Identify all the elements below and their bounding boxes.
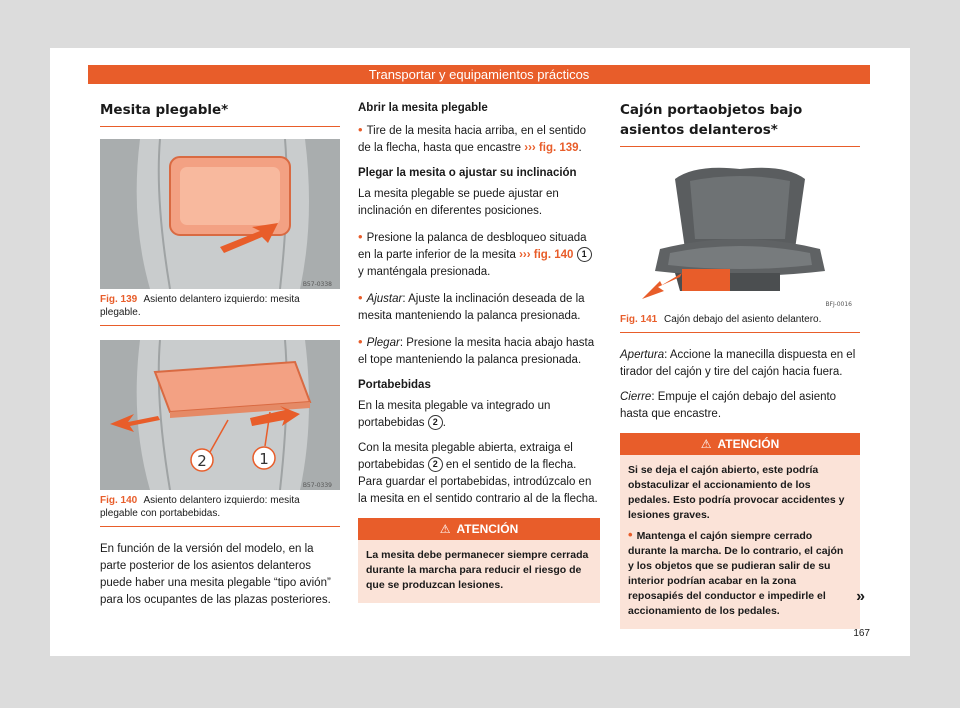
b1-tail: y manténgala presionada. — [358, 266, 491, 278]
column-3 — [620, 100, 860, 629]
section-title-cajon: Cajón portaobjetos bajo asientos delanteros* — [620, 100, 860, 147]
bullet-dot-icon: • — [358, 290, 363, 305]
b2-lead: Ajustar — [366, 293, 403, 305]
apertura-paragraph — [620, 347, 860, 381]
warning-bullet — [628, 527, 852, 619]
bullet-dot-icon: • — [358, 229, 363, 244]
figure-140-number: Fig. 140 — [100, 495, 138, 506]
warning-body — [620, 455, 860, 629]
plegar-intro: La mesita plegable se puede ajustar en inclinación en diferentes posiciones. — [358, 188, 559, 217]
figure-139-caption — [100, 289, 340, 325]
seat-back-table-illustration — [100, 139, 340, 289]
bullet-plegar — [358, 333, 600, 369]
callout-ref-2: 2 — [428, 415, 443, 430]
warning-title: ATENCIÓN — [717, 437, 780, 451]
b3-text: : Presione la mesita hacia abajo hasta el tope manteniendo la palanca presionada. — [358, 337, 595, 366]
callout-2: 2 — [197, 452, 207, 470]
figure-141-number: Fig. 141 — [620, 314, 658, 325]
table-cupholder-illustration — [100, 340, 340, 490]
porta2-a: Con la mesita plegable abierta, extraiga el portabebidas — [358, 442, 573, 471]
warning-title: ATENCIÓN — [456, 522, 519, 536]
chapter-header: Transportar y equipamientos prácticos — [88, 65, 870, 84]
heading-portabebidas: Portabebidas — [358, 379, 431, 391]
fig-139-link[interactable]: ››› fig. 139 — [524, 142, 579, 154]
figure-140-code: B57-0339 — [302, 482, 332, 489]
intro-paragraph: En función de la versión del modelo, en la parte posterior de los asientos delanteros puede haber una mesita plegable “tipo avión” para los ocupantes de las plazas posteriores. — [100, 543, 331, 606]
porta-paragraph-1: En la mesita plegable va integrado un portabebidas 2 . — [358, 400, 551, 429]
warning-triangle-icon: ⚠ — [700, 437, 712, 451]
bullet-presione — [358, 228, 600, 281]
figure-140-caption — [100, 490, 340, 526]
continue-arrow: » — [856, 588, 865, 605]
page-number: 167 — [853, 628, 870, 639]
figure-139-image — [100, 139, 340, 289]
figure-141 — [620, 159, 860, 333]
warning-box-mesita — [358, 518, 600, 603]
manual-page — [50, 48, 910, 656]
b1-text: Presione la palanca de desbloqueo situada en la parte inferior de la mesita — [358, 232, 587, 261]
warning-triangle-icon: ⚠ — [439, 522, 451, 536]
bullet-dot-icon: • — [628, 527, 633, 542]
warning-header — [358, 518, 600, 540]
callout-ref-1: 1 — [577, 247, 592, 262]
warning-header — [620, 433, 860, 455]
cierre-paragraph — [620, 389, 860, 423]
cierre-lead: Cierre — [620, 391, 652, 403]
figure-139-code: B57-0338 — [302, 281, 332, 288]
heading-abrir: Abrir la mesita plegable — [358, 102, 488, 114]
warning-paragraph: Si se deja el cajón abierto, este podría obstaculizar el accionamiento de los pedales. Esto podría provocar accidentes y lesiones graves. — [628, 464, 845, 521]
figure-140-caption-text: Asiento delantero izquierdo: mesita plegable con portabebidas. — [100, 495, 300, 519]
bullet-dot-icon: • — [358, 334, 363, 349]
figure-139-caption-text: Asiento delantero izquierdo: mesita plegable. — [100, 294, 300, 318]
figure-141-code: BFJ-0016 — [825, 301, 852, 308]
heading-plegar: Plegar la mesita o ajustar su inclinación — [358, 167, 577, 179]
figure-140 — [100, 340, 340, 527]
callout-1: 1 — [259, 450, 269, 468]
section-title-mesita: Mesita plegable* — [100, 100, 340, 127]
bullet-abrir: • Tire de la mesita hacia arriba, en el sentido de la flecha, hasta que encastre ››› fig. 139. — [358, 122, 587, 154]
apertura-text: : Accione la manecilla dispuesta en el tirador del cajón y tire del cajón hacia fuera. — [620, 349, 856, 378]
figure-139-number: Fig. 139 — [100, 294, 138, 305]
porta1-text: En la mesita plegable va integrado un portabebidas — [358, 400, 551, 429]
figure-141-caption-text: Cajón debajo del asiento delantero. — [664, 314, 822, 325]
seat-drawer-illustration — [620, 159, 860, 309]
callout-ref-2b: 2 — [428, 457, 443, 472]
column-2 — [358, 100, 600, 603]
figure-141-caption — [620, 309, 860, 332]
fig-140-link[interactable]: ››› fig. 140 — [519, 249, 574, 261]
porta2-b: en el sentido de la flecha. Para guardar el portabebidas, introdúzcalo en la mesita en el sentido contrario al de la flecha. — [358, 459, 598, 505]
bullet-dot-icon: • — [358, 122, 363, 137]
abrir-text: Tire de la mesita hacia arriba, en el sentido de la flecha, hasta que encastre — [358, 125, 587, 154]
column-1 — [100, 100, 340, 617]
porta-paragraph-2 — [358, 440, 600, 508]
b2-text: : Ajuste la inclinación deseada de la mesita manteniendo la palanca presionada. — [358, 293, 585, 322]
b3-lead: Plegar — [366, 337, 400, 349]
cierre-text: : Empuje el cajón debajo del asiento hasta que encastre. — [620, 391, 837, 420]
warning-text: La mesita debe permanecer siempre cerrada durante la marcha para reducir el riesgo de que se produzcan lesiones. — [366, 549, 589, 591]
figure-139 — [100, 139, 340, 326]
figure-141-image — [620, 159, 860, 309]
figure-140-image — [100, 340, 340, 490]
warning-bullet-text: Mantenga el cajón siempre cerrado durante la marcha. De lo contrario, el cajón y los objetos que se pudieran salir de su interior podrían acabar en la zona reposapiés del conductor e impedirle el accionamiento de los pedales. — [628, 530, 844, 617]
warning-body — [358, 540, 600, 603]
apertura-lead: Apertura — [620, 349, 665, 361]
warning-box-cajon — [620, 433, 860, 629]
bullet-ajustar — [358, 289, 600, 325]
